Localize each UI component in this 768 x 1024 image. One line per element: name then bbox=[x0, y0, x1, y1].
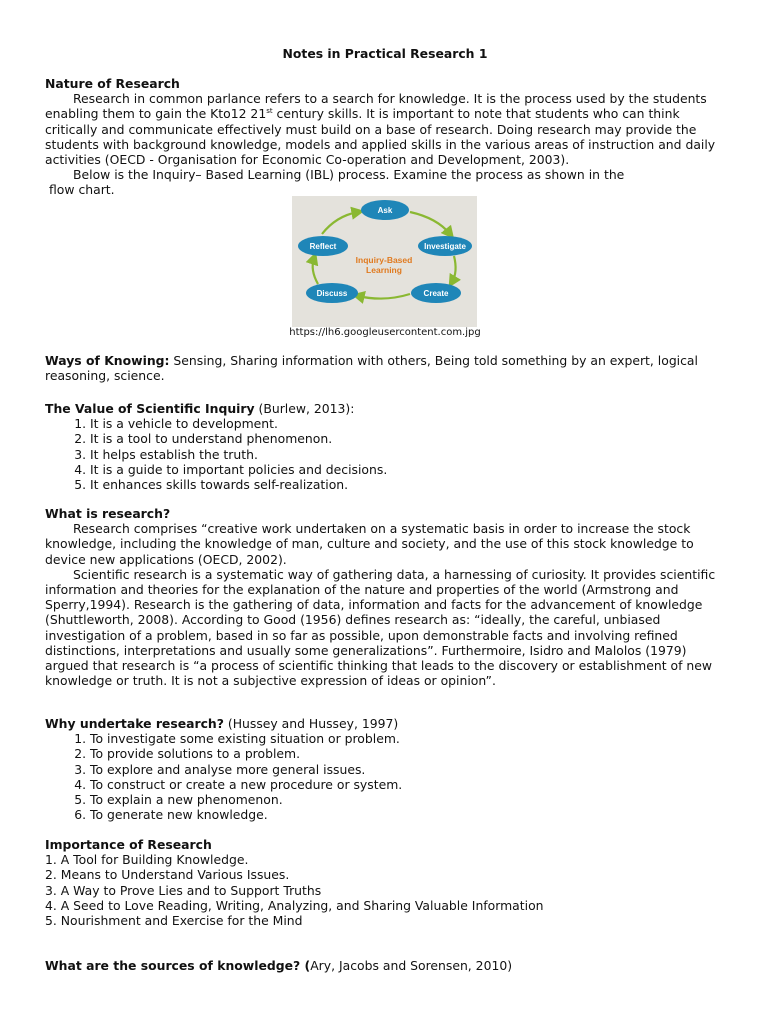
paragraph-what-1: Research comprises “creative work undertaken on a systematic basis in order to increase the stock knowledge, including the knowledge of man, culture and society, and the use of this stock knowledge to device new applications (OECD, 2002). bbox=[45, 521, 694, 567]
ibl-cycle-diagram bbox=[292, 196, 477, 327]
value-cite: (Burlew, 2013): bbox=[254, 401, 355, 416]
paragraph-nature-1-b: century skills. It is important to note that students who can think critically and communicate effectively must build on a base of research. Doing research may provide the students with background knowledge, models and applied skills in the various areas of instruction and daily activities (OECD - Organisation for Economic Co-operation and Development, 2003). bbox=[45, 106, 716, 168]
heading-sources: What are the sources of knowledge? ( bbox=[45, 958, 311, 973]
center-label-2: Learning bbox=[366, 265, 402, 275]
list-item: 1. To investigate some existing situation or problem. bbox=[90, 731, 725, 746]
paragraph-nature-2: Below is the Inquiry– Based Learning (IBL) process. Examine the process as shown in the bbox=[73, 167, 625, 183]
list-item: 4. A Seed to Love Reading, Writing, Analyzing, and Sharing Valuable Information bbox=[45, 897, 544, 913]
ibl-flow-chart bbox=[292, 196, 477, 327]
section-why bbox=[45, 716, 725, 822]
superscript-st: st bbox=[266, 107, 273, 116]
heading-nature: Nature of Research bbox=[45, 76, 180, 91]
heading-what: What is research? bbox=[45, 506, 171, 521]
list-item: 3. To explore and analyse more general issues. bbox=[90, 762, 725, 777]
value-list bbox=[45, 416, 725, 492]
node-discuss-label: Discuss bbox=[316, 289, 348, 298]
list-item: 2. To provide solutions to a problem. bbox=[90, 746, 725, 761]
list-item: 6. To generate new knowledge. bbox=[90, 807, 725, 822]
importance-list bbox=[45, 852, 725, 928]
arrow-discuss-reflect bbox=[313, 258, 318, 284]
node-create-label: Create bbox=[423, 289, 449, 298]
sources-cite: Ary, Jacobs and Sorensen, 2010) bbox=[310, 958, 513, 973]
sources-line bbox=[45, 958, 725, 973]
arrow-ask-investigate bbox=[410, 212, 450, 234]
list-item: 2. It is a tool to understand phenomenon. bbox=[90, 431, 725, 446]
arrow-create-discuss bbox=[358, 294, 410, 299]
why-heading-line bbox=[45, 716, 725, 731]
section-nature bbox=[45, 76, 725, 198]
list-item: 4. It is a guide to important policies and decisions. bbox=[90, 462, 725, 477]
arrow-investigate-create bbox=[452, 256, 456, 282]
section-importance bbox=[45, 837, 725, 928]
ways-text: Sensing, Sharing information with others, Being told something by an expert, logical reasoning, science. bbox=[45, 353, 698, 384]
list-item: 5. To explain a new phenomenon. bbox=[90, 792, 725, 807]
node-reflect-label: Reflect bbox=[309, 242, 337, 251]
figure-caption: https://lh6.googleusercontent.com.jpg bbox=[289, 327, 481, 338]
list-item: 5. Nourishment and Exercise for the Mind bbox=[45, 913, 303, 929]
list-item: 3. A Way to Prove Lies and to Support Truths bbox=[45, 882, 322, 898]
node-ask-label: Ask bbox=[377, 206, 393, 215]
why-list bbox=[45, 731, 725, 822]
heading-why: Why undertake research? bbox=[45, 716, 224, 731]
arrow-reflect-ask bbox=[322, 212, 358, 234]
list-item: 1. It is a vehicle to development. bbox=[90, 416, 725, 431]
section-ways bbox=[45, 353, 725, 383]
paragraph-nature-1-a: Research in common parlance refers to a search for knowledge. It is the process used by the students enabling them to gain the Kto12 21 bbox=[45, 91, 707, 122]
list-item: 5. It enhances skills towards self-realization. bbox=[90, 477, 725, 492]
section-what bbox=[45, 506, 725, 688]
paragraph-nature-1 bbox=[45, 91, 725, 167]
value-heading-line bbox=[45, 401, 725, 416]
list-item: 2. Means to Understand Various Issues. bbox=[45, 867, 290, 883]
section-sources bbox=[45, 958, 725, 973]
heading-ways: Ways of Knowing: bbox=[45, 353, 170, 368]
paragraph-nature-2-cont: flow chart. bbox=[49, 182, 115, 198]
list-item: 3. It helps establish the truth. bbox=[90, 447, 725, 462]
why-cite: (Hussey and Hussey, 1997) bbox=[223, 716, 399, 731]
list-item: 1. A Tool for Building Knowledge. bbox=[45, 852, 249, 868]
list-item: 4. To construct or create a new procedure or system. bbox=[90, 777, 725, 792]
node-investigate-label: Investigate bbox=[424, 242, 466, 251]
heading-value: The Value of Scientific Inquiry bbox=[45, 401, 255, 416]
document-title: Notes in Practical Research 1 bbox=[282, 46, 488, 61]
heading-importance: Importance of Research bbox=[45, 837, 212, 852]
section-value bbox=[45, 401, 725, 492]
paragraph-what-2: Scientific research is a systematic way of gathering data, a harnessing of curiosity. It provides scientific information and theories for the explanation of the nature and properties of the world (Armstrong and Sperry,1994). Research is the gathering of data, information and facts for the advancement of knowledge (Shuttleworth, 2008). According to Good (1956) defines research as: “ideally, the careful, unbiased investigation of a problem, based in so far as possible, upon demonstrable facts and involving refined distinctions, interpretations and usually some generalizations”. Furthermoire, Isidro and Malolos (1979) argued that research is “a process of scientific thinking that leads to the discovery or establishment of new knowledge or truth. It is not a subjective expression of ideas or opinion”. bbox=[45, 566, 716, 689]
center-label-1: Inquiry-Based bbox=[355, 255, 413, 265]
paragraph-ways bbox=[45, 353, 725, 383]
